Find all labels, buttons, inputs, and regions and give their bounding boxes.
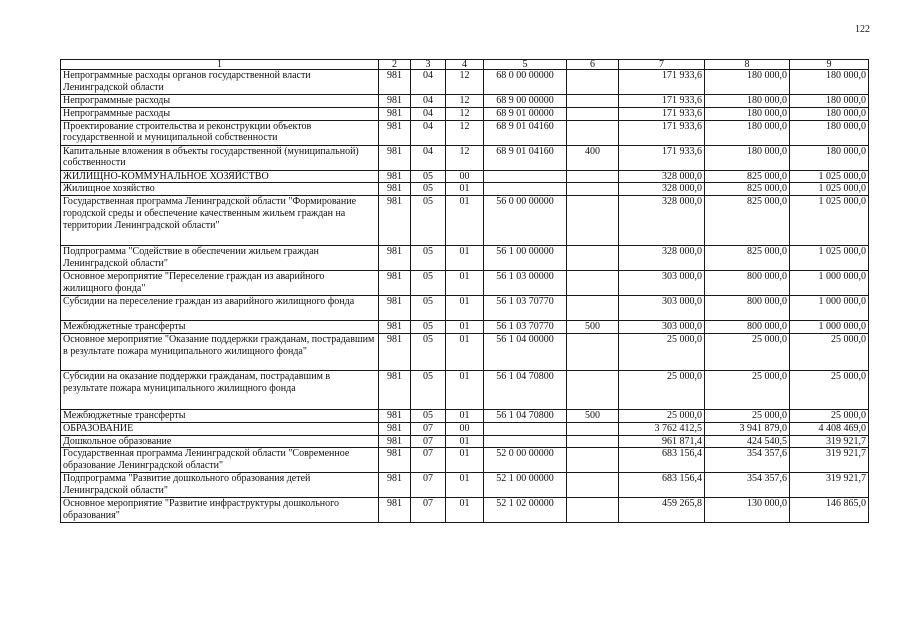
value-cell: 500 — [567, 321, 619, 334]
row-name-cell: Непрограммные расходы органов государственной власти Ленинградской области — [61, 70, 379, 95]
header-row — [61, 60, 869, 70]
value-cell: 981 — [379, 120, 411, 145]
table-row — [61, 107, 869, 120]
value-cell: 328 000,0 — [619, 170, 705, 183]
value-cell: 01 — [446, 435, 484, 448]
value-cell: 05 — [411, 196, 446, 246]
table-row — [61, 296, 869, 321]
value-cell — [567, 498, 619, 523]
value-cell — [567, 422, 619, 435]
value-cell: 25 000,0 — [705, 333, 790, 370]
value-cell: 56 1 00 00000 — [484, 246, 567, 271]
value-cell: 981 — [379, 271, 411, 296]
value-cell: 56 1 03 00000 — [484, 271, 567, 296]
value-cell: 1 025 000,0 — [790, 170, 869, 183]
table-row — [61, 422, 869, 435]
value-cell: 825 000,0 — [705, 170, 790, 183]
value-cell: 3 762 412,5 — [619, 422, 705, 435]
value-cell: 981 — [379, 246, 411, 271]
value-cell: 328 000,0 — [619, 196, 705, 246]
table-row — [61, 473, 869, 498]
value-cell: 05 — [411, 271, 446, 296]
value-cell: 3 941 879,0 — [705, 422, 790, 435]
value-cell: 981 — [379, 333, 411, 370]
value-cell: 130 000,0 — [705, 498, 790, 523]
value-cell — [567, 120, 619, 145]
header-cell: 1 — [61, 60, 379, 70]
header-cell: 8 — [705, 60, 790, 70]
value-cell: 68 9 01 04160 — [484, 120, 567, 145]
value-cell: 1 000 000,0 — [790, 271, 869, 296]
value-cell: 01 — [446, 473, 484, 498]
value-cell: 25 000,0 — [705, 409, 790, 422]
value-cell: 25 000,0 — [790, 409, 869, 422]
value-cell: 171 933,6 — [619, 95, 705, 108]
value-cell: 825 000,0 — [705, 183, 790, 196]
value-cell: 180 000,0 — [705, 95, 790, 108]
value-cell: 04 — [411, 145, 446, 170]
value-cell: 05 — [411, 183, 446, 196]
value-cell: 171 933,6 — [619, 145, 705, 170]
value-cell: 68 9 01 04160 — [484, 145, 567, 170]
value-cell — [567, 448, 619, 473]
value-cell — [567, 95, 619, 108]
value-cell: 05 — [411, 246, 446, 271]
value-cell: 303 000,0 — [619, 271, 705, 296]
value-cell: 12 — [446, 145, 484, 170]
value-cell: 01 — [446, 321, 484, 334]
value-cell: 180 000,0 — [705, 120, 790, 145]
value-cell: 05 — [411, 296, 446, 321]
value-cell: 981 — [379, 435, 411, 448]
value-cell: 961 871,4 — [619, 435, 705, 448]
value-cell: 981 — [379, 473, 411, 498]
value-cell: 981 — [379, 145, 411, 170]
value-cell: 319 921,7 — [790, 435, 869, 448]
value-cell — [484, 183, 567, 196]
value-cell: 56 1 03 70770 — [484, 321, 567, 334]
value-cell: 171 933,6 — [619, 120, 705, 145]
row-name-cell: Проектирование строительства и реконструкции объектов государственной и муниципальной собственности — [61, 120, 379, 145]
value-cell: 500 — [567, 409, 619, 422]
value-cell: 04 — [411, 120, 446, 145]
value-cell: 825 000,0 — [705, 196, 790, 246]
value-cell: 1 025 000,0 — [790, 246, 869, 271]
value-cell: 68 9 01 00000 — [484, 107, 567, 120]
row-name-cell: Основное мероприятие "Переселение граждан из аварийного жилищного фонда" — [61, 271, 379, 296]
value-cell: 981 — [379, 296, 411, 321]
row-name-cell: Межбюджетные трансферты — [61, 321, 379, 334]
value-cell: 25 000,0 — [619, 370, 705, 409]
value-cell: 800 000,0 — [705, 321, 790, 334]
value-cell: 05 — [411, 333, 446, 370]
value-cell: 180 000,0 — [790, 70, 869, 95]
row-name-cell: Государственная программа Ленинградской области "Современное образование Ленинградской области" — [61, 448, 379, 473]
row-name-cell: Субсидии на оказание поддержки гражданам, пострадавшим в результате пожара муниципального жилищного фонда — [61, 370, 379, 409]
value-cell: 825 000,0 — [705, 246, 790, 271]
table-row — [61, 120, 869, 145]
value-cell — [567, 170, 619, 183]
value-cell: 981 — [379, 409, 411, 422]
header-cell: 5 — [484, 60, 567, 70]
value-cell: 981 — [379, 422, 411, 435]
value-cell: 01 — [446, 246, 484, 271]
value-cell: 01 — [446, 498, 484, 523]
value-cell: 319 921,7 — [790, 473, 869, 498]
row-name-cell: ОБРАЗОВАНИЕ — [61, 422, 379, 435]
value-cell: 68 0 00 00000 — [484, 70, 567, 95]
value-cell — [567, 196, 619, 246]
value-cell — [567, 296, 619, 321]
value-cell: 05 — [411, 170, 446, 183]
table-row — [61, 183, 869, 196]
value-cell: 328 000,0 — [619, 246, 705, 271]
table-row — [61, 448, 869, 473]
value-cell: 01 — [446, 370, 484, 409]
value-cell: 12 — [446, 70, 484, 95]
header-cell: 6 — [567, 60, 619, 70]
value-cell: 171 933,6 — [619, 107, 705, 120]
table-row — [61, 498, 869, 523]
value-cell: 180 000,0 — [705, 70, 790, 95]
value-cell: 25 000,0 — [619, 333, 705, 370]
row-name-cell: Государственная программа Ленинградской области "Формирование городской среды и обеспечение качественным жильем граждан на территории Ленинградской области" — [61, 196, 379, 246]
value-cell: 01 — [446, 409, 484, 422]
value-cell: 1 000 000,0 — [790, 321, 869, 334]
value-cell: 01 — [446, 271, 484, 296]
table-row — [61, 333, 869, 370]
header-cell: 9 — [790, 60, 869, 70]
table-row — [61, 196, 869, 246]
row-name-cell: Субсидии на переселение граждан из аварийного жилищного фонда — [61, 296, 379, 321]
value-cell: 328 000,0 — [619, 183, 705, 196]
value-cell — [567, 435, 619, 448]
table-row — [61, 321, 869, 334]
table-row — [61, 246, 869, 271]
value-cell: 180 000,0 — [790, 95, 869, 108]
value-cell — [567, 271, 619, 296]
value-cell: 07 — [411, 473, 446, 498]
value-cell: 04 — [411, 107, 446, 120]
value-cell: 68 9 00 00000 — [484, 95, 567, 108]
value-cell: 981 — [379, 170, 411, 183]
row-name-cell: Межбюджетные трансферты — [61, 409, 379, 422]
value-cell: 01 — [446, 448, 484, 473]
value-cell: 180 000,0 — [790, 120, 869, 145]
table-row — [61, 170, 869, 183]
value-cell — [567, 183, 619, 196]
value-cell: 683 156,4 — [619, 448, 705, 473]
value-cell: 07 — [411, 435, 446, 448]
value-cell: 981 — [379, 183, 411, 196]
value-cell — [484, 170, 567, 183]
value-cell: 56 1 04 70800 — [484, 370, 567, 409]
value-cell: 00 — [446, 422, 484, 435]
value-cell: 01 — [446, 183, 484, 196]
value-cell: 56 1 04 00000 — [484, 333, 567, 370]
value-cell: 12 — [446, 107, 484, 120]
value-cell: 303 000,0 — [619, 321, 705, 334]
value-cell: 180 000,0 — [790, 107, 869, 120]
value-cell — [567, 107, 619, 120]
value-cell: 4 408 469,0 — [790, 422, 869, 435]
value-cell: 52 1 02 00000 — [484, 498, 567, 523]
value-cell: 56 1 03 70770 — [484, 296, 567, 321]
value-cell: 180 000,0 — [790, 145, 869, 170]
value-cell — [567, 473, 619, 498]
table-row — [61, 409, 869, 422]
value-cell: 171 933,6 — [619, 70, 705, 95]
row-name-cell: Капитальные вложения в объекты государственной (муниципальной) собственности — [61, 145, 379, 170]
value-cell: 180 000,0 — [705, 107, 790, 120]
value-cell: 981 — [379, 95, 411, 108]
value-cell: 25 000,0 — [790, 333, 869, 370]
table-row — [61, 70, 869, 95]
value-cell: 1 025 000,0 — [790, 196, 869, 246]
row-name-cell: Непрограммные расходы — [61, 95, 379, 108]
row-name-cell: Основное мероприятие "Развитие инфраструктуры дошкольного образования" — [61, 498, 379, 523]
row-name-cell: Дошкольное образование — [61, 435, 379, 448]
value-cell: 05 — [411, 321, 446, 334]
value-cell: 07 — [411, 422, 446, 435]
value-cell: 146 865,0 — [790, 498, 869, 523]
value-cell: 981 — [379, 498, 411, 523]
value-cell: 07 — [411, 498, 446, 523]
value-cell — [484, 435, 567, 448]
page-number: 122 — [855, 24, 870, 35]
value-cell: 683 156,4 — [619, 473, 705, 498]
value-cell: 05 — [411, 409, 446, 422]
table-row — [61, 271, 869, 296]
value-cell: 800 000,0 — [705, 296, 790, 321]
header-cell: 7 — [619, 60, 705, 70]
table-row — [61, 95, 869, 108]
value-cell: 400 — [567, 145, 619, 170]
row-name-cell: Подпрограмма "Развитие дошкольного образования детей Ленинградской области" — [61, 473, 379, 498]
value-cell: 12 — [446, 95, 484, 108]
value-cell: 800 000,0 — [705, 271, 790, 296]
value-cell: 303 000,0 — [619, 296, 705, 321]
value-cell: 05 — [411, 370, 446, 409]
value-cell: 52 1 00 00000 — [484, 473, 567, 498]
value-cell: 01 — [446, 296, 484, 321]
value-cell: 04 — [411, 95, 446, 108]
header-cell: 2 — [379, 60, 411, 70]
value-cell: 1 000 000,0 — [790, 296, 869, 321]
row-name-cell: Жилищное хозяйство — [61, 183, 379, 196]
value-cell: 25 000,0 — [790, 370, 869, 409]
value-cell: 01 — [446, 196, 484, 246]
value-cell: 07 — [411, 448, 446, 473]
value-cell: 981 — [379, 321, 411, 334]
value-cell: 354 357,6 — [705, 448, 790, 473]
row-name-cell: Непрограммные расходы — [61, 107, 379, 120]
value-cell: 981 — [379, 196, 411, 246]
value-cell: 01 — [446, 333, 484, 370]
row-name-cell: Подпрограмма "Содействие в обеспечении жильем граждан Ленинградской области" — [61, 246, 379, 271]
value-cell: 56 1 04 70800 — [484, 409, 567, 422]
value-cell: 319 921,7 — [790, 448, 869, 473]
value-cell: 25 000,0 — [619, 409, 705, 422]
value-cell: 00 — [446, 170, 484, 183]
value-cell: 12 — [446, 120, 484, 145]
value-cell: 1 025 000,0 — [790, 183, 869, 196]
table-row — [61, 435, 869, 448]
value-cell: 25 000,0 — [705, 370, 790, 409]
value-cell — [567, 70, 619, 95]
row-name-cell: ЖИЛИЩНО-КОММУНАЛЬНОЕ ХОЗЯЙСТВО — [61, 170, 379, 183]
table-row — [61, 145, 869, 170]
value-cell: 981 — [379, 448, 411, 473]
table-row — [61, 370, 869, 409]
value-cell: 180 000,0 — [705, 145, 790, 170]
value-cell — [567, 370, 619, 409]
value-cell: 981 — [379, 107, 411, 120]
value-cell: 981 — [379, 370, 411, 409]
value-cell: 424 540,5 — [705, 435, 790, 448]
header-cell: 4 — [446, 60, 484, 70]
row-name-cell: Основное мероприятие "Оказание поддержки гражданам, пострадавшим в результате пожара муниципального жилищного фонда" — [61, 333, 379, 370]
value-cell: 04 — [411, 70, 446, 95]
header-cell: 3 — [411, 60, 446, 70]
value-cell — [567, 246, 619, 271]
value-cell: 459 265,8 — [619, 498, 705, 523]
budget-table — [60, 59, 869, 523]
value-cell: 56 0 00 00000 — [484, 196, 567, 246]
value-cell: 354 357,6 — [705, 473, 790, 498]
value-cell — [567, 333, 619, 370]
value-cell: 981 — [379, 70, 411, 95]
value-cell — [484, 422, 567, 435]
value-cell: 52 0 00 00000 — [484, 448, 567, 473]
